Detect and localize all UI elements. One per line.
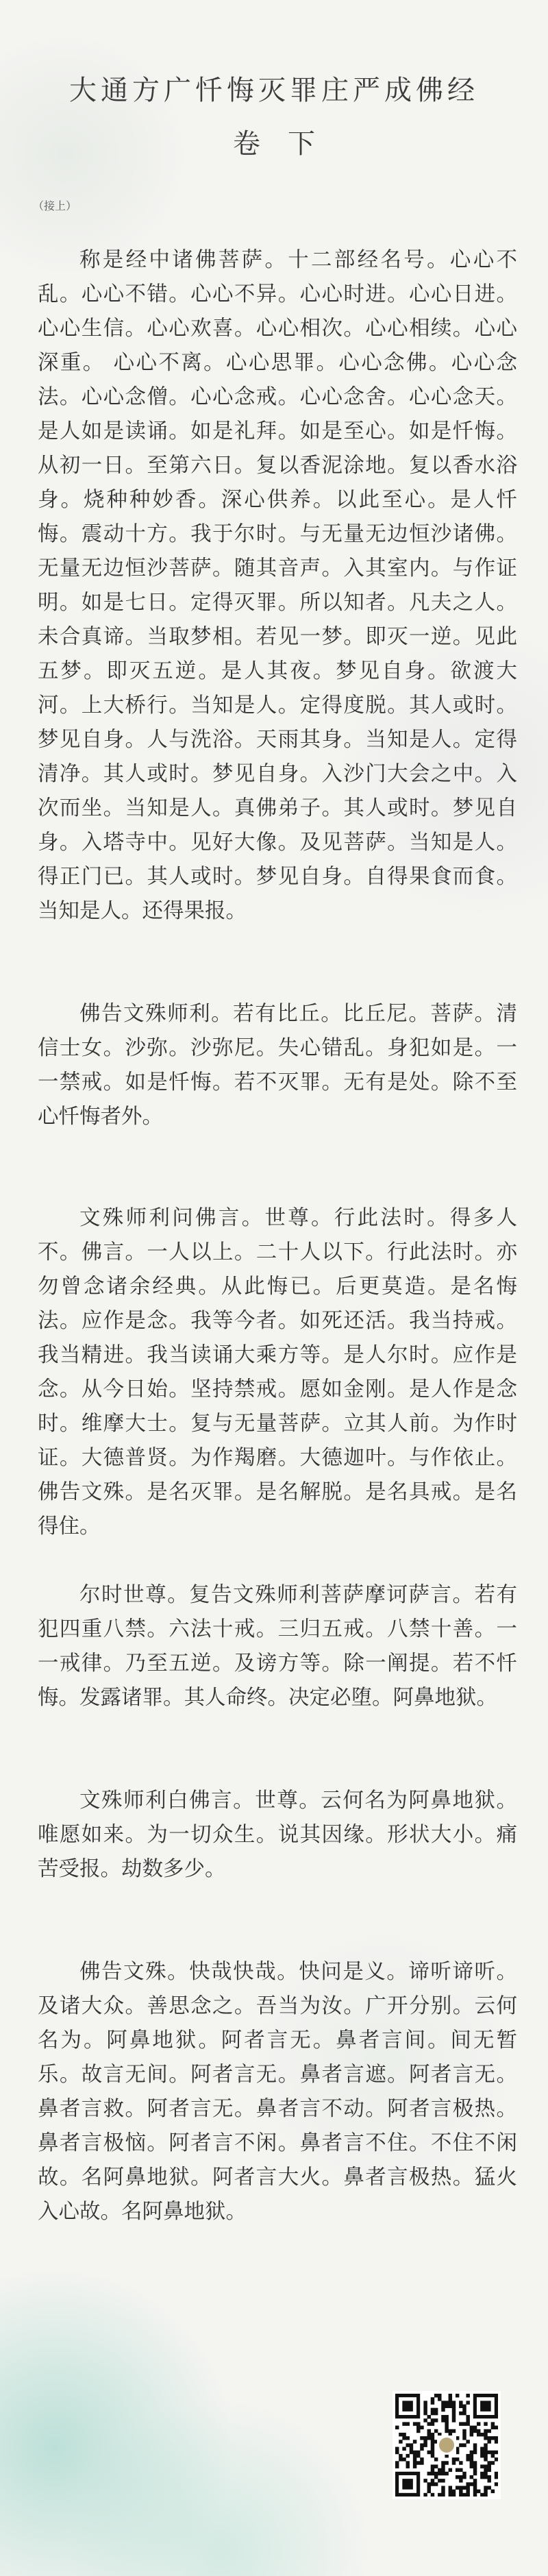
paragraph-2: 佛告文殊师利。若有比丘。比丘尼。菩萨。清信士女。沙弥。沙弥尼。失心错乱。身犯如是。一一禁戒。如是忏悔。若不灭罪。无有是处。除不至心忏悔者外。 (38, 1002, 517, 1129)
sutra-title: 大通方广忏悔灭罪庄严成佛经 (69, 75, 479, 106)
qr-code[interactable] (395, 2394, 498, 2497)
paragraph-4: 尔时世尊。复告文殊师利菩萨摩诃萨言。若有犯四重八禁。六法十戒。三归五戒。八禁十善。一一戒律。乃至五逆。及谤方等。除一阐提。若不忏悔。发露诸罪。其人命终。决定必堕。阿鼻地狱。 (38, 1583, 517, 1710)
paragraph-3: 文殊师利问佛言。世尊。行此法时。得多人不。佛言。一人以上。二十人以下。行此法时。亦勿曾念诸余经典。从此悔已。后更莫造。是名悔法。应作是念。我等今者。如死还活。我当持戒。我当精进。我当读诵大乘方等。是人尔时。应作是念。从今日始。坚持禁戒。愿如金刚。是人作是念时。维摩大士。复与无量菩萨。立其人前。为作时证。大德普贤。为作羯磨。大德迦叶。与作依止。佛告文殊。是名灭罪。是名解脱。是名具戒。是名得住。 (38, 1206, 517, 1538)
paragraph-5: 文殊师利白佛言。世尊。云何名为阿鼻地狱。唯愿如来。为一切众生。说其因缘。形状大小。痛苦受报。劫数多少。 (38, 1789, 517, 1881)
paragraph-6: 佛告文殊。快哉快哉。快问是义。谛听谛听。及诸大众。善思念之。吾当为汝。广开分别。云何名为。阿鼻地狱。阿者言无。鼻者言间。间无暂乐。故言无间。阿者言无。鼻者言遮。阿者言无。鼻者言救。阿者言无。鼻者言不动。阿者言极热。鼻者言极恼。阿者言不闲。鼻者言不住。不住不闲故。名阿鼻地狱。阿者言大火。鼻者言极热。猛火入心故。名阿鼻地狱。 (38, 1960, 517, 2224)
continuation-note: （接上） (33, 199, 77, 212)
paragraph-1: 称是经中诸佛菩萨。十二部经名号。心心不乱。心心不错。心心不异。心心时进。心心日进。心心生信。心心欢喜。心心相次。心心相续。心心深重。 心心不离。心心思罪。心心念佛。心心念法。心心念僧。心心念戒。心心念舍。心心念天。是人如是读诵。如是礼拜。如是至心。如是忏悔。从初一日。至第六日。复以香泥涂地。复以香水浴身。烧种种妙香。深心供养。以此至心。是人忏悔。震动十方。我于尔时。与无量无边恒沙诸佛。无量无边恒沙菩萨。随其音声。入其室内。与作证明。如是七日。定得灭罪。所以知者。凡夫之人。未合真谛。当取梦相。若见一梦。即灭一逆。见此五梦。即灭五逆。是人其夜。梦见自身。欲渡大河。上大桥行。当知是人。定得度脱。其人或时。梦见自身。人与洗浴。天雨其身。当知是人。定得清净。其人或时。梦见自身。入沙门大会之中。入次而坐。当知是人。真佛弟子。其人或时。梦见自身。入塔寺中。见好大像。及见菩萨。当知是人。得正门已。其人或时。梦见自身。自得果食而食。当知是人。还得果报。 (38, 248, 517, 923)
volume-title: 卷下 (233, 128, 342, 160)
qr-code-icon (395, 2394, 498, 2497)
